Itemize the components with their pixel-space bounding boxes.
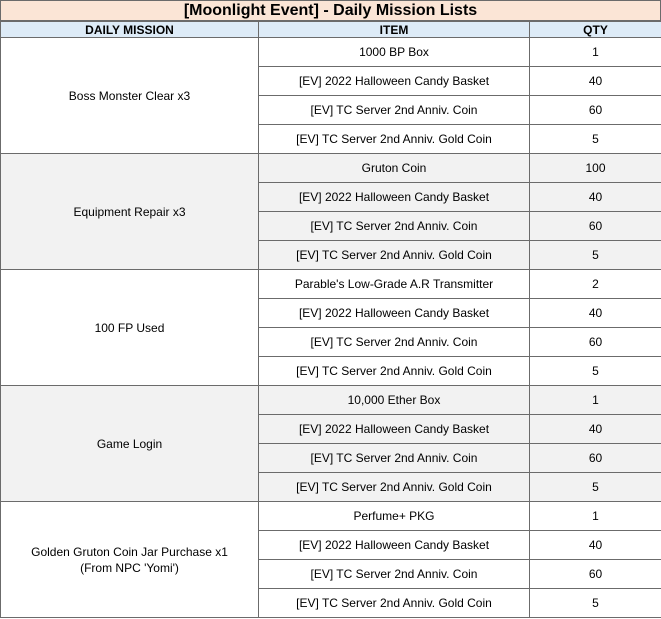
mission-table-body [1, 38, 661, 618]
mission-name-cell [1, 502, 259, 618]
table-row [1, 270, 661, 299]
qty-cell: 40 [530, 183, 661, 212]
qty-cell: 100 [530, 154, 661, 183]
item-cell: Gruton Coin [259, 154, 530, 183]
item-cell: [EV] TC Server 2nd Anniv. Gold Coin [259, 241, 530, 270]
qty-cell: 40 [530, 67, 661, 96]
qty-cell: 1 [530, 502, 661, 531]
table-row [1, 502, 661, 531]
mission-name: 100 FP Used [94, 320, 165, 335]
qty-cell: 60 [530, 560, 661, 589]
sheet-title: [Moonlight Event] - Daily Mission Lists [0, 0, 661, 21]
qty-cell: 60 [530, 96, 661, 125]
header-qty: QTY [530, 22, 661, 38]
mission-name: Golden Gruton Coin Jar Purchase x1 [31, 544, 228, 559]
mission-name-cell [1, 386, 259, 502]
item-cell: [EV] 2022 Halloween Candy Basket [259, 415, 530, 444]
item-cell: 10,000 Ether Box [259, 386, 530, 415]
item-cell: 1000 BP Box [259, 38, 530, 67]
table-row [1, 386, 661, 415]
qty-cell: 5 [530, 125, 661, 154]
item-cell: [EV] TC Server 2nd Anniv. Gold Coin [259, 473, 530, 502]
qty-cell: 2 [530, 270, 661, 299]
mission-table [0, 21, 661, 618]
item-cell: [EV] 2022 Halloween Candy Basket [259, 67, 530, 96]
mission-name-cell [1, 38, 259, 154]
mission-name: Game Login [96, 436, 163, 451]
table-row [1, 154, 661, 183]
item-cell: [EV] 2022 Halloween Candy Basket [259, 531, 530, 560]
header-mission: DAILY MISSION [1, 22, 259, 38]
qty-cell: 5 [530, 357, 661, 386]
qty-cell: 5 [530, 241, 661, 270]
mission-name-cell [1, 270, 259, 386]
qty-cell: 40 [530, 415, 661, 444]
table-row [1, 38, 661, 67]
qty-cell: 1 [530, 386, 661, 415]
item-cell: [EV] TC Server 2nd Anniv. Coin [259, 96, 530, 125]
qty-cell: 5 [530, 589, 661, 618]
item-cell: [EV] TC Server 2nd Anniv. Coin [259, 212, 530, 241]
header-row [1, 22, 661, 38]
item-cell: Parable's Low-Grade A.R Transmitter [259, 270, 530, 299]
qty-cell: 5 [530, 473, 661, 502]
mission-name: Equipment Repair x3 [73, 204, 186, 219]
qty-cell: 60 [530, 328, 661, 357]
item-cell: [EV] TC Server 2nd Anniv. Coin [259, 444, 530, 473]
item-cell: [EV] TC Server 2nd Anniv. Gold Coin [259, 589, 530, 618]
item-cell: [EV] TC Server 2nd Anniv. Coin [259, 560, 530, 589]
qty-cell: 60 [530, 444, 661, 473]
item-cell: [EV] TC Server 2nd Anniv. Gold Coin [259, 357, 530, 386]
mission-note: (From NPC 'Yomi') [80, 560, 179, 575]
item-cell: [EV] 2022 Halloween Candy Basket [259, 183, 530, 212]
mission-name-cell [1, 154, 259, 270]
item-cell: [EV] TC Server 2nd Anniv. Coin [259, 328, 530, 357]
item-cell: [EV] 2022 Halloween Candy Basket [259, 299, 530, 328]
header-item: ITEM [259, 22, 530, 38]
qty-cell: 1 [530, 38, 661, 67]
qty-cell: 40 [530, 299, 661, 328]
item-cell: Perfume+ PKG [259, 502, 530, 531]
qty-cell: 40 [530, 531, 661, 560]
qty-cell: 60 [530, 212, 661, 241]
mission-name: Boss Monster Clear x3 [68, 88, 191, 103]
item-cell: [EV] TC Server 2nd Anniv. Gold Coin [259, 125, 530, 154]
